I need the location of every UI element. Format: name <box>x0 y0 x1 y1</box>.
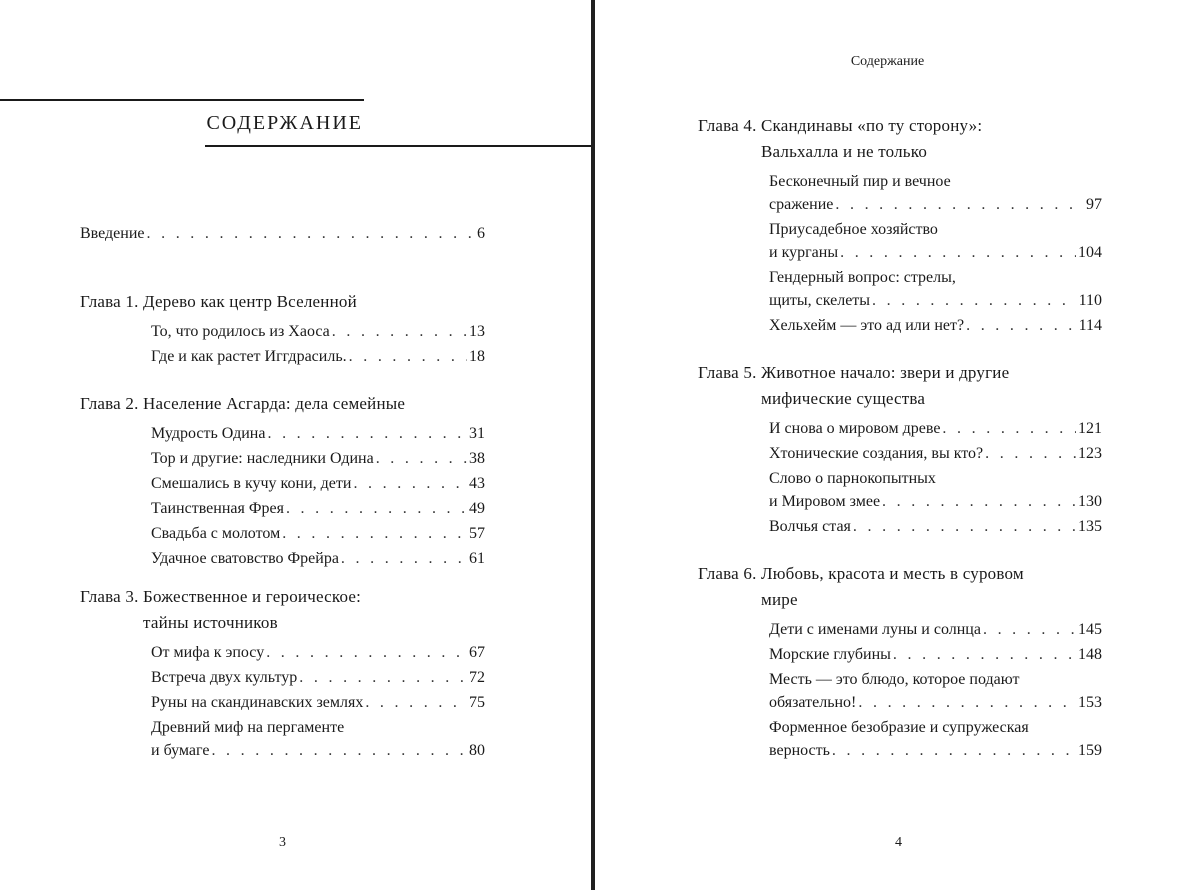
title-rule-bottom <box>205 145 591 147</box>
page-number: 4 <box>895 835 902 850</box>
chapter-title <box>761 561 1102 613</box>
toc-entry-row <box>769 739 1102 762</box>
toc-title: СОДЕРЖАНИЕ <box>206 112 363 134</box>
toc-entry-page: 110 <box>1078 292 1102 309</box>
toc-entry-page: 153 <box>1078 694 1102 711</box>
dot-leader <box>353 472 467 495</box>
chapter-heading <box>80 391 485 417</box>
chapter-title-line: Вальхалла и не только <box>760 142 928 161</box>
toc-entry-page: 43 <box>469 475 485 492</box>
chapter-title-line: тайны источников <box>142 613 278 632</box>
chapter-title-line: Скандинавы «по ту сторону»: <box>760 116 983 135</box>
toc-entry-page: 145 <box>1078 621 1102 638</box>
toc-entry-page: 159 <box>1078 742 1102 759</box>
dot-leader <box>893 643 1076 666</box>
toc-entry <box>151 716 485 762</box>
toc-right <box>698 113 1102 785</box>
toc-entry-row <box>151 447 485 470</box>
toc-entry <box>769 417 1102 440</box>
toc-entry <box>769 618 1102 641</box>
chapter-entries <box>769 417 1102 538</box>
toc-entry <box>151 345 485 368</box>
toc-entry <box>769 467 1102 513</box>
dot-leader <box>349 345 467 368</box>
toc-entry-row <box>151 739 485 762</box>
toc-entry-page: 18 <box>469 348 485 365</box>
chapter-title-line: мире <box>760 590 798 609</box>
toc-entry-row <box>769 490 1102 513</box>
dot-leader <box>286 497 467 520</box>
dot-leader <box>882 490 1076 513</box>
toc-entry-row <box>769 193 1102 216</box>
chapter-title-line: Любовь, красота и месть в суровом <box>760 564 1024 583</box>
toc-entry <box>151 497 485 520</box>
chapter-title <box>143 289 485 315</box>
toc-entry-row <box>151 345 485 368</box>
chapter-list <box>698 113 1102 762</box>
toc-entry-title-line: Приусадебное хозяйство <box>769 221 938 238</box>
toc-entry-row <box>769 241 1102 264</box>
toc-entry <box>769 668 1102 714</box>
toc-entry <box>769 442 1102 465</box>
chapter-entries <box>151 320 485 368</box>
toc-entry-row <box>769 417 1102 440</box>
toc-entry-page: 75 <box>469 694 485 711</box>
dot-leader <box>341 547 467 570</box>
toc-entry-page: 61 <box>469 550 485 567</box>
toc-entry-page: 121 <box>1078 420 1102 437</box>
toc-entry-title: Смешались в кучу кони, дети <box>151 475 352 492</box>
toc-entry <box>151 691 485 714</box>
toc-entry <box>769 314 1102 337</box>
chapter-title-line: Дерево как центр Вселенной <box>142 292 357 311</box>
toc-entry-title: Волчья стая <box>769 518 851 535</box>
dot-leader <box>858 691 1076 714</box>
chapter-heading <box>698 561 1102 613</box>
toc-entry-title: и бумаге <box>151 742 210 759</box>
toc-entry-page: 123 <box>1078 445 1102 462</box>
toc-entry-title-line: Слово о парнокопытных <box>769 470 936 487</box>
chapter-title-line: Божественное и героическое: <box>142 587 362 606</box>
toc-entry-row <box>151 497 485 520</box>
chapter-number: Глава 6. <box>698 564 757 583</box>
toc-entry-row <box>769 442 1102 465</box>
toc-entry-title-line: Гендерный вопрос: стрелы, <box>769 269 956 286</box>
page-number: 3 <box>279 835 286 850</box>
toc-entry-page: 104 <box>1078 244 1102 261</box>
toc-entry-row <box>151 666 485 689</box>
toc-entry-row <box>769 314 1102 337</box>
toc-entry <box>769 643 1102 666</box>
toc-entry <box>769 170 1102 216</box>
toc-entry-title: Мудрость Одина <box>151 425 266 442</box>
toc-entry-row <box>769 289 1102 312</box>
chapter-title-line: Животное начало: звери и другие <box>760 363 1010 382</box>
toc-entry-page: 38 <box>469 450 485 467</box>
toc-entry-title: Встреча двух культур <box>151 669 298 686</box>
chapter-number: Глава 2. <box>80 394 139 413</box>
toc-entry-row <box>151 691 485 714</box>
chapter-entries <box>769 170 1102 337</box>
chapter-title-line: мифические существа <box>760 389 926 408</box>
chapter-number: Глава 3. <box>80 587 139 606</box>
toc-entry-title: То, что родилось из Хаоса <box>151 323 330 340</box>
toc-entry-row <box>769 618 1102 641</box>
chapter-heading <box>80 584 485 636</box>
toc-chapter <box>80 391 485 570</box>
toc-entry <box>151 320 485 343</box>
dot-leader <box>211 739 467 762</box>
chapter-title <box>143 391 485 417</box>
toc-entry-page: 135 <box>1078 518 1102 535</box>
toc-entry <box>151 422 485 445</box>
toc-entry-page: 67 <box>469 644 485 661</box>
toc-entry-row <box>151 422 485 445</box>
toc-entry-title: щиты, скелеты <box>769 292 871 309</box>
chapter-number: Глава 1. <box>80 292 139 311</box>
toc-entry <box>151 666 485 689</box>
toc-entry-page: 72 <box>469 669 485 686</box>
toc-entry-title: Хельхейм — это ад или нет? <box>769 317 965 334</box>
toc-entry-title: От мифа к эпосу <box>151 644 265 661</box>
toc-entry <box>769 266 1102 312</box>
chapter-heading <box>698 113 1102 165</box>
toc-entry-row <box>151 547 485 570</box>
chapter-entries <box>769 618 1102 762</box>
toc-entry-row <box>151 472 485 495</box>
dot-leader <box>365 691 467 714</box>
chapter-heading <box>698 360 1102 412</box>
toc-intro <box>80 222 485 245</box>
dot-leader <box>147 222 476 245</box>
toc-entry-title: верность <box>769 742 830 759</box>
chapter-title <box>761 113 1102 165</box>
toc-entry-title-line: Бесконечный пир и вечное <box>769 173 951 190</box>
dot-leader <box>332 320 467 343</box>
toc-entry-page: 49 <box>469 500 485 517</box>
toc-entry-row <box>151 320 485 343</box>
toc-entry-page: 130 <box>1078 493 1102 510</box>
chapter-entries <box>151 641 485 762</box>
toc-entry <box>769 716 1102 762</box>
toc-entry <box>151 522 485 545</box>
toc-entry-page: 31 <box>469 425 485 442</box>
toc-entry-title-line: Форменное безобразие и супружеская <box>769 719 1029 736</box>
dot-leader <box>840 241 1076 264</box>
toc-entry-page: 13 <box>469 323 485 340</box>
toc-entry-page: 80 <box>469 742 485 759</box>
toc-entry-page: 6 <box>477 225 485 242</box>
dot-leader <box>266 641 467 664</box>
toc-chapter <box>80 289 485 368</box>
toc-entry-title: Удачное сватовство Фрейра <box>151 550 339 567</box>
toc-entry-title-line: Древний миф на пергаменте <box>151 719 345 736</box>
toc-entry <box>151 641 485 664</box>
running-head: Содержание <box>850 54 925 69</box>
toc-entry-title: Таинственная Фрея <box>151 500 284 517</box>
dot-leader <box>853 515 1076 538</box>
toc-entry-row <box>151 641 485 664</box>
toc-entry-row <box>769 515 1102 538</box>
dot-leader <box>966 314 1077 337</box>
chapter-title <box>761 360 1102 412</box>
toc-entry <box>769 218 1102 264</box>
chapter-number: Глава 5. <box>698 363 757 382</box>
chapter-entries <box>151 422 485 570</box>
toc-entry <box>151 472 485 495</box>
toc-entry-title: Руны на скандинавских землях <box>151 694 364 711</box>
toc-entry-title: сражение <box>769 196 834 213</box>
toc-entry-title: Хтонические создания, вы кто? <box>769 445 984 462</box>
toc-entry-page: 57 <box>469 525 485 542</box>
toc-entry-title: и курганы <box>769 244 839 261</box>
right-page <box>595 0 1180 890</box>
toc-entry-title-line: Месть — это блюдо, которое подают <box>769 671 1020 688</box>
toc-entry <box>151 547 485 570</box>
toc-entry-page: 148 <box>1078 646 1102 663</box>
toc-entry-title: Дети с именами луны и солнца <box>769 621 981 638</box>
dot-leader <box>942 417 1076 440</box>
chapter-number: Глава 4. <box>698 116 757 135</box>
dot-leader <box>282 522 467 545</box>
toc-entry-row <box>769 643 1102 666</box>
toc-chapter <box>80 584 485 762</box>
toc-entry-row <box>151 522 485 545</box>
toc-entry-row <box>769 691 1102 714</box>
toc-entry-title: и Мировом змее <box>769 493 881 510</box>
dot-leader <box>376 447 467 470</box>
dot-leader <box>835 193 1084 216</box>
toc-entry-title: Свадьба с молотом <box>151 525 281 542</box>
toc-chapter <box>698 561 1102 762</box>
dot-leader <box>267 422 467 445</box>
toc-entry-title: Где и как растет Иггдрасиль. <box>151 348 347 365</box>
toc-entry-title: И снова о мировом древе <box>769 420 941 437</box>
toc-entry-title: Введение <box>80 225 145 242</box>
chapter-heading <box>80 289 485 315</box>
toc-entry-title: Тор и другие: наследники Одина <box>151 450 374 467</box>
toc-entry-title: Морские глубины <box>769 646 891 663</box>
dot-leader <box>985 442 1076 465</box>
toc-entry-page: 114 <box>1078 317 1102 334</box>
toc-entry-page: 97 <box>1086 196 1102 213</box>
toc-left <box>80 222 485 785</box>
toc-entry <box>769 515 1102 538</box>
dot-leader <box>299 666 467 689</box>
toc-entry <box>151 447 485 470</box>
dot-leader <box>983 618 1076 641</box>
chapter-list <box>80 289 485 762</box>
toc-chapter <box>698 113 1102 337</box>
chapter-title <box>143 584 485 636</box>
dot-leader <box>832 739 1076 762</box>
toc-entry-title: обязательно! <box>769 694 857 711</box>
title-rule-top <box>0 99 364 101</box>
dot-leader <box>872 289 1077 312</box>
chapter-title-line: Население Асгарда: дела семейные <box>142 394 406 413</box>
toc-chapter <box>698 360 1102 538</box>
